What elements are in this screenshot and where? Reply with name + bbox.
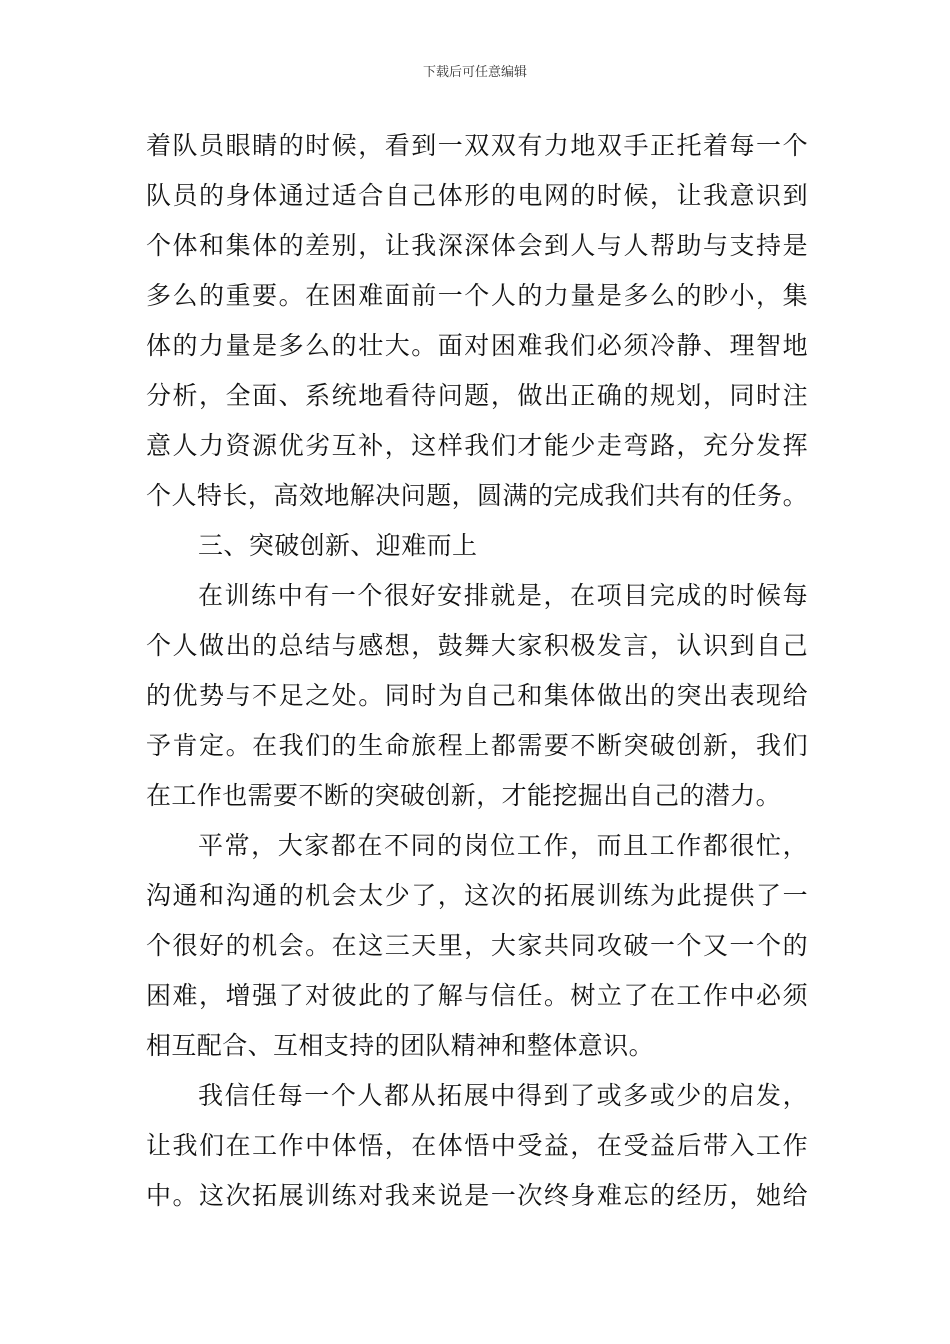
- text-line: 相互配合、互相支持的团队精神和整体意识。: [146, 1031, 655, 1060]
- text-line: 在工作也需要不断的突破创新，才能挖掘出自己的潜力。: [146, 781, 782, 810]
- text-line: 予肯定。在我们的生命旅程上都需要不断突破创新，我们: [146, 731, 808, 760]
- text-line: 困难，增强了对彼此的了解与信任。树立了在工作中必须: [146, 981, 808, 1010]
- text-line: 让我们在工作中体悟，在体悟中受益，在受益后带入工作: [146, 1131, 808, 1160]
- text-line: 个很好的机会。在这三天里，大家共同攻破一个又一个的: [146, 931, 808, 960]
- text-line: 三、突破创新、迎难而上: [198, 531, 478, 560]
- text-line: 我信任每一个人都从拓展中得到了或多或少的启发，: [198, 1081, 808, 1110]
- text-line: 个体和集体的差别，让我深深体会到人与人帮助与支持是: [146, 231, 808, 260]
- text-line: 在训练中有一个很好安排就是，在项目完成的时候每: [198, 581, 808, 610]
- text-line: 沟通和沟通的机会太少了，这次的拓展训练为此提供了一: [146, 881, 808, 910]
- document-body: [146, 128, 808, 1228]
- text-line: 体的力量是多么的壮大。面对困难我们必须冷静、理智地: [146, 331, 808, 360]
- page-header: 下载后可任意编辑: [422, 65, 527, 80]
- text-line: 的优势与不足之处。同时为自己和集体做出的突出表现给: [146, 681, 808, 710]
- text-line: 队员的身体通过适合自己体形的电网的时候，让我意识到: [146, 181, 808, 210]
- text-line: 多么的重要。在困难面前一个人的力量是多么的眇小，集: [146, 281, 808, 310]
- text-line: 个人特长，高效地解决问题，圆满的完成我们共有的任务。: [146, 481, 808, 510]
- text-line: 中。这次拓展训练对我来说是一次终身难忘的经历，她给: [146, 1181, 808, 1210]
- text-line: 分析，全面、系统地看待问题，做出正确的规划，同时注: [146, 381, 808, 410]
- text-line: 着队员眼睛的时候，看到一双双有力地双手正托着每一个: [146, 131, 808, 160]
- text-line: 意人力资源优劣互补，这样我们才能少走弯路，充分发挥: [146, 431, 808, 460]
- text-line: 平常，大家都在不同的岗位工作，而且工作都很忙，: [198, 831, 808, 860]
- text-line: 个人做出的总结与感想，鼓舞大家积极发言，认识到自己: [146, 631, 808, 660]
